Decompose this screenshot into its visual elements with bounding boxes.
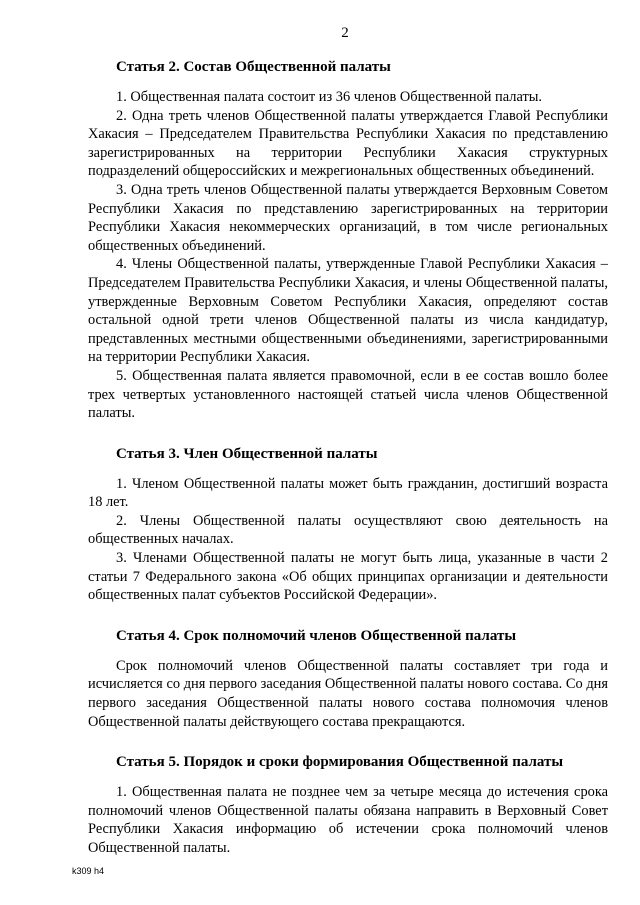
article-heading: Статья 2. Состав Общественной палаты	[116, 59, 391, 75]
article-heading: Статья 4. Срок полномочий членов Общественной палаты	[116, 627, 517, 644]
page-number: 2	[341, 25, 349, 41]
article-heading: Статья 3. Член Общественной палаты	[116, 445, 378, 462]
article-paragraph: 3. Одна треть членов Общественной палаты утверждается Верховным Советом Республики Хакасия по представлению зарегистрированных на территории Республики Хакасия некоммерческих организаций, в том числе региональных общественных объединений.	[88, 181, 608, 254]
footer-document-code: k309 h4	[72, 866, 105, 876]
article-paragraph: 2. Одна треть членов Общественной палаты утверждается Главой Республики Хакасия – Председателем Правительства Республики Хакасия по представлению зарегистрированных на территории Республики Хакасия структурных подразделений общероссийских и межрегиональных общественных объединений.	[88, 107, 608, 180]
article-paragraph: 2. Члены Общественной палаты осуществляют свою деятельность на общественных началах.	[88, 512, 608, 548]
article-heading: Статья 5. Порядок и сроки формирования Общественной палаты	[116, 754, 564, 771]
article-paragraph: 5. Общественная палата является правомочной, если в ее состав вошло более трех четвертых установленного настоящей статьей числа членов Общественной палаты.	[88, 367, 608, 422]
article-paragraph: Срок полномочий членов Общественной палаты составляет три года и исчисляется со дня первого заседания Общественной палаты нового состава. Со дня первого заседания Общественной палаты нового состава полномочия членов Общественной палаты действующего состава прекращаются.	[88, 657, 608, 730]
article-paragraph: 1. Общественная палата состоит из 36 членов Общественной палаты.	[116, 89, 543, 105]
article-paragraph: 4. Члены Общественной палаты, утвержденные Главой Республики Хакасия – Председателем Правительства Республики Хакасия, и члены Общественной палаты, утвержденные Верховным Советом Республики Хакасия, определяют состав остальной одной трети членов Общественной палаты из числа кандидатур, представленных местными общественными объединениями, зарегистрированными на территории Республики Хакасия.	[88, 256, 608, 366]
article-paragraph: 1. Общественная палата не позднее чем за четыре месяца до истечения срока полномочий членов Общественной палаты обязана направить в Верховный Совет Республики Хакасия информацию об истечении срока полномочий членов Общественной палаты.	[88, 784, 608, 856]
document-body	[88, 58, 608, 858]
article-paragraph: 3. Членами Общественной палаты не могут быть лица, указанные в части 2 статьи 7 Федерального закона «Об общих принципах организации и деятельности общественных палат субъектов Российской Федерации».	[88, 550, 608, 604]
article-2	[88, 58, 608, 423]
article-4	[88, 627, 608, 731]
article-3	[88, 445, 608, 605]
article-5	[88, 753, 608, 857]
article-paragraph: 1. Членом Общественной палаты может быть гражданин, достигший возраста 18 лет.	[88, 475, 608, 511]
